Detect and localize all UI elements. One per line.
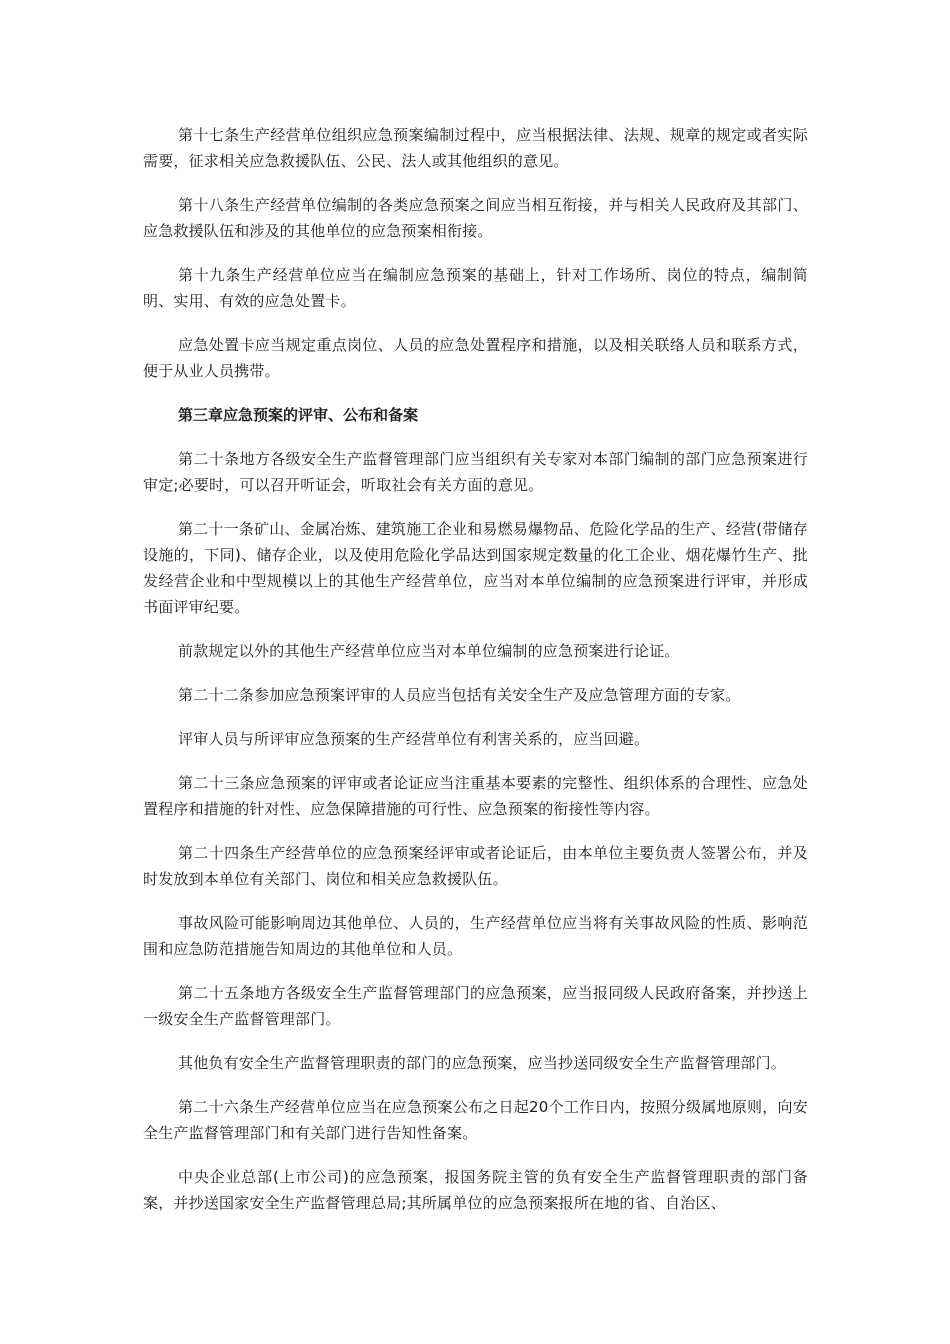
paragraph-other-units: 前款规定以外的其他生产经营单位应当对本单位编制的应急预案进行论证。	[178, 642, 680, 660]
paragraph-article-21: 第二十一条矿山、金属冶炼、建筑施工企业和易燃易爆物品、危险化学品的生产、经营(带储存设施的，下同)、储存企业，以及使用危险化学品达到国家规定数量的化工企业、烟花爆竹生产、批发经营企业和中型规模以上的其他生产经营单位，应当对本单位编制的应急预案进行评审，并形成书面评审纪要。	[143, 520, 808, 616]
paragraph-article-25: 第二十五条地方各级安全生产监督管理部门的应急预案，应当报同级人民政府备案，并抄送上一级安全生产监督管理部门。	[143, 984, 808, 1028]
paragraph-emergency-card: 应急处置卡应当规定重点岗位、人员的应急处置程序和措施，以及相关联络人员和联系方式，便于从业人员携带。	[143, 336, 808, 380]
paragraph-article-17: 第十七条生产经营单位组织应急预案编制过程中，应当根据法律、法规、规章的规定或者实际需要，征求相关应急救援队伍、公民、法人或其他组织的意见。	[143, 126, 808, 170]
paragraph-article-18: 第十八条生产经营单位编制的各类应急预案之间应当相互衔接，并与相关人民政府及其部门、应急救援队伍和涉及的其他单位的应急预案相衔接。	[143, 196, 808, 240]
chapter-heading: 第三章应急预案的评审、公布和备案	[178, 406, 419, 424]
paragraph-risk-notice: 事故风险可能影响周边其他单位、人员的，生产经营单位应当将有关事故风险的性质、影响范围和应急防范措施告知周边的其他单位和人员。	[143, 914, 808, 958]
paragraph-article-26: 第二十六条生产经营单位应当在应急预案公布之日起20个工作日内，按照分级属地原则，向安全生产监督管理部门和有关部门进行告知性备案。	[143, 1098, 808, 1142]
paragraph-other-departments: 其他负有安全生产监督管理职责的部门的应急预案，应当抄送同级安全生产监督管理部门。	[178, 1054, 787, 1072]
paragraph-central-enterprise: 中央企业总部(上市公司)的应急预案，报国务院主管的负有安全生产监督管理职责的部门备案，并抄送国家安全生产监督管理总局;其所属单位的应急预案报所在地的省、自治区、	[143, 1168, 808, 1212]
paragraph-article-20: 第二十条地方各级安全生产监督管理部门应当组织有关专家对本部门编制的部门应急预案进行审定;必要时，可以召开听证会，听取社会有关方面的意见。	[143, 450, 808, 494]
paragraph-article-23: 第二十三条应急预案的评审或者论证应当注重基本要素的完整性、组织体系的合理性、应急处置程序和措施的针对性、应急保障措施的可行性、应急预案的衔接性等内容。	[143, 774, 808, 818]
document-page	[143, 122, 808, 1234]
paragraph-article-24: 第二十四条生产经营单位的应急预案经评审或者论证后，由本单位主要负责人签署公布，并及时发放到本单位有关部门、岗位和相关应急救援队伍。	[143, 844, 808, 888]
paragraph-recusal: 评审人员与所评审应急预案的生产经营单位有利害关系的，应当回避。	[178, 730, 650, 748]
paragraph-article-22: 第二十二条参加应急预案评审的人员应当包括有关安全生产及应急管理方面的专家。	[178, 686, 741, 704]
paragraph-article-19: 第十九条生产经营单位应当在编制应急预案的基础上，针对工作场所、岗位的特点，编制简明、实用、有效的应急处置卡。	[143, 266, 808, 310]
